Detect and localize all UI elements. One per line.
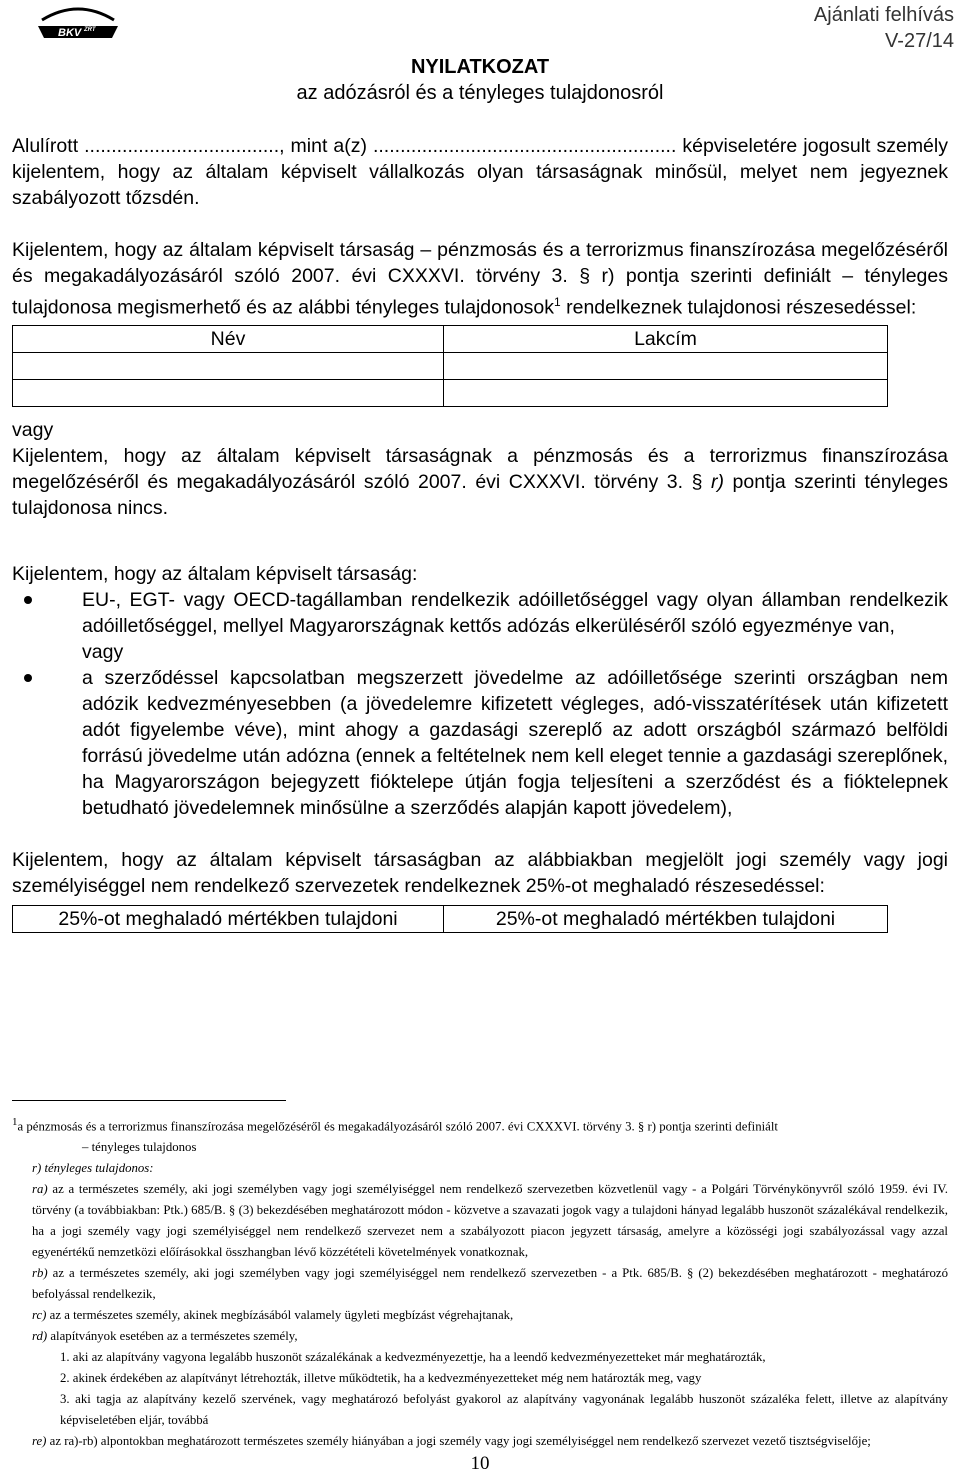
owner-table-header-name: Név bbox=[13, 325, 444, 352]
paragraph-share-declaration: Kijelentem, hogy az általam képviselt társaságban az alábbiakban megjelölt jogi személy vagy jogi személyiséggel nem rendelkező szervezetek rendelkeznek 25%-ot meghaladó részesedéssel: bbox=[12, 848, 948, 897]
owner-table-cell[interactable] bbox=[13, 352, 444, 379]
footnote-rd-3: 3. aki tagja az alapítvány kezelő szervének, vagy meghatározó befolyást gyakorol az alapítvány vagyonának legalább huszonöt százaléka felett, illetve az alapítvány képviseletében eljár, továbbá bbox=[60, 1392, 948, 1428]
footnote-ra: ra) az a természetes személy, aki jogi személyben vagy jogi személyiséggel nem rendelkező szervezetben közvetlenül vagy - a Polgári Törvénykönyvről szóló 1959. évi IV. törvény (a továbbiakban: Ptk.) 685/B. § (3) bekezdésében meghatározott módon - közvetve a szavazati jogok vagy a tulajdoni hányad legalább huszonöt százalékával rendelkezik, ha a jogi személy vagy jogi személyiséggel nem rendelkező szervezet nem a szabályozott piacon jegyzett társaság, amelyre a közösségi jogi szabályozással vagy azzal egyenértékű nemzetközi előírásokkal összhangban lévő közzétételi követelmények vonatkoznak, bbox=[32, 1182, 949, 1260]
footnotes bbox=[12, 1112, 948, 1452]
doc-code: V-27/14 bbox=[885, 30, 954, 52]
svg-text:BKV: BKV bbox=[58, 27, 82, 39]
footnote-r-head: r) tényleges tulajdonos: bbox=[32, 1161, 154, 1176]
bkv-logo bbox=[32, 4, 124, 40]
document-body bbox=[12, 133, 948, 933]
footnote-rd-2: 2. akinek érdekében az alapítványt létrehozták, illetve működtetik, ha a kedvezményezetteket még nem határozták meg, vagy bbox=[60, 1371, 702, 1386]
list-item: EU-, EGT- vagy OECD-tagállamban rendelkezik adóilletőséggel vagy olyan államban rendelkezik adóilletőséggel, mellyel Magyarországnak kettős adózás elkerüléséről szóló egyezménye van, vagy bbox=[12, 587, 948, 665]
footnote-rb: rb) az a természetes személy, aki jogi személyben vagy jogi személyiséggel nem rendelkező szervezetben - a Ptk. 685/B. § (2) bekezdésében meghatározott - meghatározó befolyással rendelkezik, bbox=[32, 1266, 948, 1302]
share-table-header-2: 25%-ot meghaladó mértékben tulajdoni bbox=[444, 905, 888, 932]
doc-type: Ajánlati felhívás bbox=[813, 4, 954, 26]
list-item: a szerződéssel kapcsolatban megszerzett jövedelme az adóilletősége szerinti országban nem adózik kedvezményesebben (a jövedelemre kifizetett végleges, adó-visszatérítések után kifizetett adót figyelembe véve), mint ahogy a gazdasági szereplő az adott országból származó belföldi forrású jövedelme után adózna (ennek a feltételnek nem kell eleget tennie a gazdasági szereplőnek, ha Magyarországon bejegyzett fióktelepe útján fogja teljesíteni a szerződést és a fióktelepnek betudható jövedelemnek minősülne a szerződés alapján kapott jövedelem), bbox=[12, 665, 948, 821]
title-block bbox=[240, 54, 720, 106]
page-subtitle: az adózásról és a tényleges tulajdonosról bbox=[296, 82, 664, 104]
svg-text:ZRT: ZRT bbox=[84, 27, 96, 33]
share-table-header-1: 25%-ot meghaladó mértékben tulajdoni bbox=[13, 905, 444, 932]
tax-bullet-list bbox=[12, 587, 948, 821]
footnote-1: $^1$a pénzmosás és a terrorizmus finanszírozása megelőzéséről és megakadályozásáról szóló 2007. évi CXXXVI. törvény 3. § r) pontja szerinti definiált bbox=[12, 1116, 778, 1134]
header-right bbox=[814, 2, 954, 54]
paragraph-tax-declaration: Kijelentem, hogy az általam képviselt társaság: bbox=[12, 562, 418, 585]
footnote-rc: rc) az a természetes személy, akinek megbízásából valamely ügyleti megbízást végrehajtanak, bbox=[32, 1308, 514, 1323]
paragraph-owner-declaration: Kijelentem, hogy az általam képviselt társaság – pénzmosás és a terrorizmus finanszírozása megelőzéséről és megakadályozásáról szóló 2007. évi CXXXVI. törvény 3. § r) pontja szerinti definiált – tényleges tulajdonosa megismerhető és az alábbi tényleges tulajdonosok$^1$ rendelkeznek tulajdonosi részesedéssel: bbox=[12, 239, 948, 319]
footnote-rd-1: 1. aki az alapítvány vagyona legalább huszonöt százalékának a kedvezményezettje, ha a leendő kedvezményezetteket már meghatározták, bbox=[60, 1350, 766, 1365]
paragraph-intro: Alulírott ...................................., mint a(z) ........................................................ képviseletére jogosult személy kijelentem, hogy az általam képviselt vállalkozás olyan társaságnak minősül, melyet nem jegyeznek szabályozott tőzsdén. bbox=[12, 135, 948, 209]
footnote-ref: 1 bbox=[554, 295, 561, 309]
or-label: vagy bbox=[12, 418, 54, 441]
footnote-rd: rd) alapítványok esetében az a természetes személy, bbox=[32, 1329, 298, 1344]
footnote-1-cont: – tényleges tulajdonos bbox=[82, 1140, 197, 1155]
page-number: 10 bbox=[470, 1453, 490, 1474]
page-title: NYILATKOZAT bbox=[410, 56, 550, 78]
paragraph-no-owner: Kijelentem, hogy az általam képviselt társaságnak a pénzmosás és a terrorizmus finanszírozása megelőzéséről és megakadályozásáról szóló 2007. évi CXXXVI. törvény 3. § r) pontja szerinti tényleges tulajdonosa nincs. bbox=[12, 444, 948, 519]
owner-table bbox=[12, 325, 888, 407]
owner-table-cell[interactable] bbox=[444, 379, 888, 406]
owner-table-cell[interactable] bbox=[444, 352, 888, 379]
share-table bbox=[12, 905, 888, 933]
owner-table-cell[interactable] bbox=[13, 379, 444, 406]
owner-table-header-address: Lakcím bbox=[444, 325, 888, 352]
footnote-separator bbox=[12, 1100, 286, 1101]
footnote-re: re) az ra)-rb) alpontokban meghatározott természetes személy hiányában a jogi személy vagy jogi személyiséggel nem rendelkező szervezet vezető tisztségviselője; bbox=[32, 1434, 871, 1449]
